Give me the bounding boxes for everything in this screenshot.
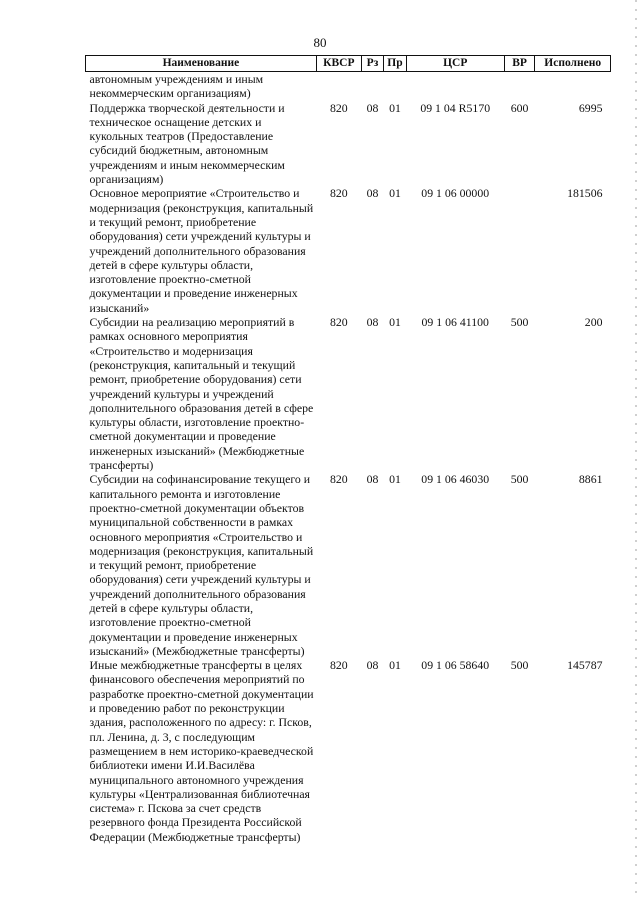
row-name: Основное мероприятие «Строительство и модернизация (реконструкция, капитальный и текущий ремонт, приобретение оборудования) сети учреждений культуры и учреждений дополнительного образования детей в сфере культуры области, изготовление проектно-сметной документации и проведение инженерных изысканий» [89,186,314,315]
table-row [86,186,611,315]
row-vr: 500 [510,472,529,487]
row-rz: 08 [366,315,379,330]
row-kvsr [316,72,361,101]
row-pr [384,72,406,101]
row-rz: 08 [366,658,379,673]
row-csr [406,72,504,101]
header-rz: Рз [361,56,383,72]
row-csr: 09 1 04 R5170 [420,100,491,115]
budget-table [85,55,611,844]
table-header-row [86,56,611,72]
page-number: 80 [313,35,327,50]
row-name: Поддержка творческой деятельности и техническое оснащение детских и кукольных театров (Предоставление субсидий бюджетным, автономным учреждениям и иным некоммерческим организациям) [89,100,285,187]
row-name: Иные межбюджетные трансферты в целях финансового обеспечения мероприятий по разработке проектно-сметной документации и проведению работ по реконструкции здания, расположенного по адресу: г. Псков, пл. Ленина, д. 3, с последующим размещением в нем историко-краеведческой библиотеки имени И.И.Василёва муниципального автономного учреждения культуры «Централизованная библиотечная система» г. Пскова за счет средств резервного фонда Президента Российской Федерации (Межбюджетные трансферты) [89,658,314,844]
row-rz: 08 [366,186,379,201]
row-executed: 181506 [567,186,603,201]
row-vr [504,186,535,315]
table-row [86,72,611,101]
row-vr: 500 [510,315,529,330]
row-vr: 500 [510,658,529,673]
row-kvsr: 820 [329,472,348,487]
row-csr: 09 1 06 00000 [421,186,490,201]
table-row [86,315,611,472]
row-name: автономным учреждениям и иным некоммерческим организациям) [89,72,264,101]
row-pr: 01 [389,186,401,201]
header-name: Наименование [86,56,317,72]
row-executed: 8861 [578,472,603,487]
header-csr: ЦСР [406,56,504,72]
table-row [86,658,611,844]
header-kvsr: КВСР [316,56,361,72]
row-executed: 200 [584,315,603,330]
row-pr: 01 [389,658,401,673]
header-vr: ВР [504,56,535,72]
row-vr: 600 [510,100,529,115]
row-name: Субсидии на софинансирование текущего и капитального ремонта и изготовление проектно-сметной документации объектов муниципальной собственности в рамках основного мероприятия «Строительство и модернизация (реконструкция, капитальный и текущий ремонт, приобретение оборудования) сети учреждений культуры и учреждений дополнительного образования детей в сфере культуры области, изготовление проектно-сметной документации и проведение инженерных изысканий» (Межбюджетные трансферты) [89,472,314,658]
row-pr: 01 [389,472,401,487]
row-kvsr: 820 [329,100,348,115]
row-vr [504,72,535,101]
row-kvsr: 820 [329,658,348,673]
row-name: Субсидии на реализацию мероприятий в рамках основного мероприятия «Строительство и модернизация (реконструкция, капитальный и текущий ремонт, приобретение оборудования) сети учреждений культуры и учреждений дополнительного образования детей в сфере культуры области, изготовление проектно-сметной документации и проведение инженерных изысканий» (Межбюджетные трансферты) [89,315,314,473]
row-rz [361,72,383,101]
row-csr: 09 1 06 46030 [421,472,490,487]
scan-edge-marks [635,0,637,899]
row-csr: 09 1 06 41100 [421,315,489,330]
row-kvsr: 820 [329,186,348,201]
row-pr: 01 [389,100,401,115]
row-kvsr: 820 [329,315,348,330]
header-executed: Исполнено [535,56,611,72]
header-pr: Пр [384,56,406,72]
row-executed: 145787 [567,658,603,673]
row-rz: 08 [366,100,379,115]
row-pr: 01 [389,315,401,330]
row-rz: 08 [366,472,379,487]
table-row [86,101,611,187]
row-executed [535,72,611,101]
table-row [86,472,611,658]
row-csr: 09 1 06 58640 [421,658,490,673]
row-executed: 6995 [578,100,603,115]
